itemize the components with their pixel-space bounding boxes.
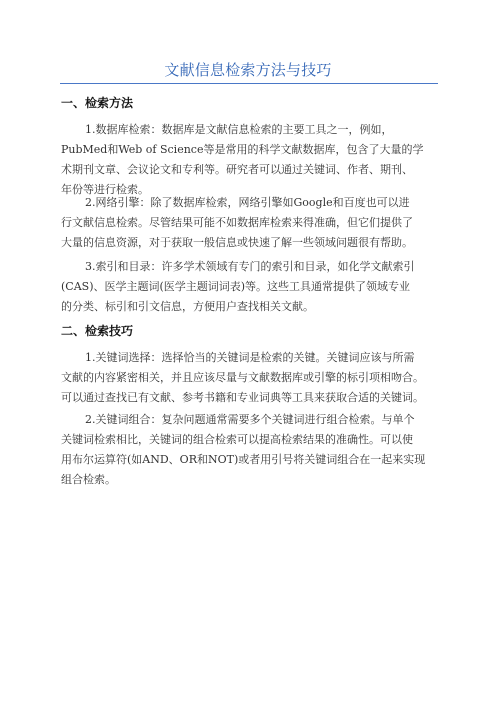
paragraph-line: 用布尔运算符(如AND、OR和NOT)或者用引号将关键词组合在一起来实现 xyxy=(61,453,426,466)
paragraph-line: 大量的信息资源，对于获取一般信息或快速了解一些领域问题很有帮助。 xyxy=(61,236,413,249)
paragraph-line: 的分类、标引和引文信息，方便用户查找相关文献。 xyxy=(61,300,314,313)
paragraph-line: 1.数据库检索：数据库是文献信息检索的主要工具之一，例如， xyxy=(85,123,393,136)
paragraph-line: 组合检索。 xyxy=(61,473,116,486)
paragraph-line: 3.索引和目录：许多学术领域有专门的索引和目录，如化学文献索引 xyxy=(85,260,415,273)
title-underline xyxy=(60,83,438,84)
paragraph-line: PubMed和Web of Science等是常用的科学文献数据库，包含了大量的学 xyxy=(61,143,424,156)
section-heading-methods: 一、检索方法 xyxy=(61,96,134,110)
paragraph-line: 行文献信息检索。尽管结果可能不如数据库检索来得准确，但它们提供了 xyxy=(61,216,413,229)
paragraph-line: 可以通过查找已有文献、参考书籍和专业词典等工具来获取合适的关键词。 xyxy=(61,391,424,404)
paragraph-line: (CAS)、医学主题词(医学主题词词表)等。这些工具通常提供了领域专业 xyxy=(61,280,411,293)
paragraph-line: 关键词检索相比，关键词的组合检索可以提高检索结果的准确性。可以使 xyxy=(61,433,413,446)
paragraph-line: 1.关键词选择：选择恰当的关键词是检索的关键。关键词应该与所需 xyxy=(85,351,415,364)
paragraph-line: 术期刊文章、会议论文和专利等。研究者可以通过关键词、作者、期刊、 xyxy=(61,163,413,176)
paragraph-line: 文献的内容紧密相关，并且应该尽量与文献数据库或引擎的标引项相吻合。 xyxy=(61,371,424,384)
document-title: 文献信息检索方法与技巧 xyxy=(164,61,332,79)
paragraph-line: 2.关键词组合：复杂问题通常需要多个关键词进行组合检索。与单个 xyxy=(85,413,415,426)
paragraph-line: 2.网络引擎：除了数据库检索，网络引擎如Google和百度也可以进 xyxy=(85,196,410,209)
section-heading-techniques: 二、检索技巧 xyxy=(61,324,134,338)
paragraph-line: 年份等进行检索。 xyxy=(61,183,149,196)
